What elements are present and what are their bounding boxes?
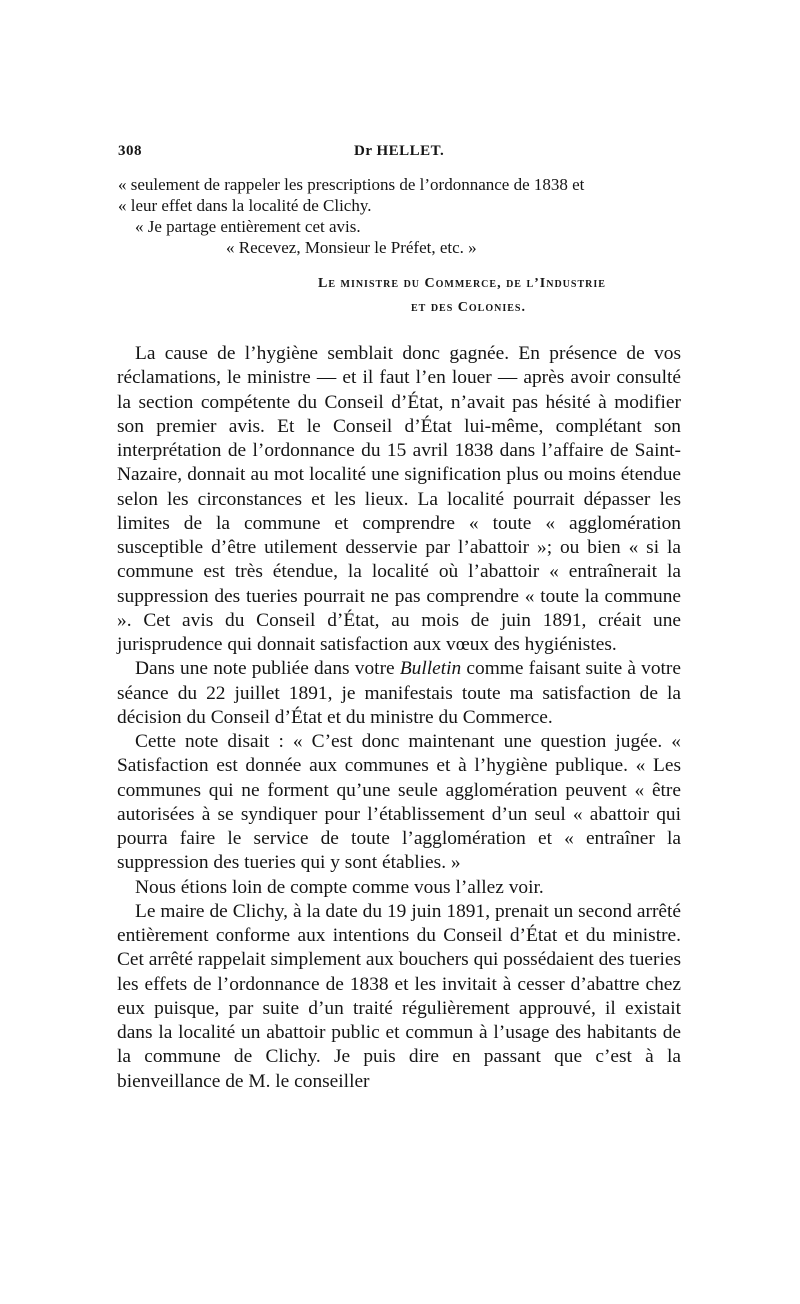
paragraph: Le maire de Clichy, à la date du 19 juin 1891, prenait un second arrêté entièrement conforme aux intentions du Conseil d’État et du ministre. Cet arrêté rappelait simplement aux bouchers qui possédaient des tueries les effets de l’ordonnance de 1838 et les invitait à cesser d’abattre chez eux puisque, par suite d’un traité régulièrement approuvé, il existait dans la localité un abattoir public et commun à l’usage des habitants de la commune de Clichy. Je puis dire en passant que c’est à la bienveillance de M. le conseiller [117,900,681,1092]
paragraph: Nous étions loin de compte comme vous l’allez voir. [135,876,544,898]
bulletin-title: Bulletin [399,658,462,680]
page-header [118,143,682,167]
quote-line: « Je partage entièrement cet avis. [135,217,361,236]
paragraph: La cause de l’hygiène semblait donc gagnée. En présence de vos réclamations, le ministre — et il faut l’en louer — après avoir consulté la section compétente du Conseil d’État, n’avait pas hésité à modifier son premier avis. Et le Conseil d’État lui-même, complétant son interprétation de l’ordonnance du 15 avril 1838 dans l’affaire de Saint-Nazaire, donnait au mot localité une signification plus ou moins étendue selon les circonstances et les lieux. La localité pourrait dépasser les limites de la commune et comprendre « toute « agglomération susceptible d’être utilement desservie par l’abattoir »; ou bien « si la commune est très étendue, la localité où l’abattoir « entraînerait la suppression des tueries pourrait ne pas comprendre « toute la commune ». Cet avis du Conseil d’État, au mois de juin 1891, créait une jurisprudence qui donnait satisfaction aux vœux des hygiénistes. [117,343,681,655]
quote-line: « leur effet dans la localité de Clichy. [118,196,372,215]
paragraph-text: Dans une note publiée dans votre [135,658,400,680]
running-head: Dr HELLET. [354,143,445,159]
quote-line: « Recevez, Monsieur le Préfet, etc. » [226,238,477,257]
paragraph [117,657,681,730]
paragraph-text: comme faisant suite à votre séance du 22 juillet 1891, je manifestais toute ma satisfaction de la décision du Conseil d’État et du ministre du Commerce. [117,658,682,728]
quoted-letter [118,174,688,258]
paragraph: Cette note disait : « C’est donc maintenant une question jugée. « Satisfaction est donnée aux communes et à l’hygiène publique. « Les communes qui ne forment qu’une seule agglomération peuvent « être autorisées à se syndiquer pour l’établissement d’un seul « abattoir qui pourra faire le service de toute l’agglomération et « entraîner la suppression des tueries qui y sont établies. » [117,731,681,874]
signature-block [318,272,688,320]
signature-line: et des Colonies. [411,300,526,315]
page-number: 308 [118,143,142,159]
signature-line: Le ministre du Commerce, de l’Industrie [318,276,606,291]
body-text [117,342,681,1094]
quote-line: « seulement de rappeler les prescriptions de l’ordonnance de 1838 et [118,175,585,194]
